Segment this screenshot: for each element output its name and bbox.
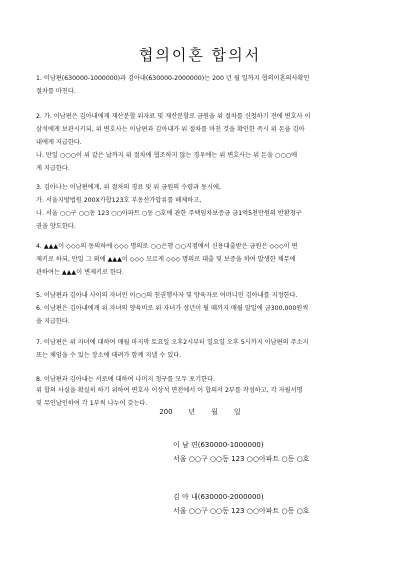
clause-4 (36, 240, 371, 279)
text-line: 4. ▲▲▲이 ◇◇◇의 동의하에 ◇◇◇ 명의로 ○○은행 ○○지점에서 신용대출받은 금원은 ◇◇◇이 변 (36, 243, 298, 250)
text-line: 6. 이남편은 김아내에게 위 자녀의 양육비로 위 자녀가 성년이 될 때까지 매월 말일에 금300,000원씩 (36, 305, 309, 312)
text-line: 제키로 하되, 만일 그 외에 ▲▲▲이 ◇◇◇ 모르게 ◇◇◇ 명의로 대출 및 보증을 하여 발생한 채무에 (36, 256, 296, 263)
clause-7 (36, 336, 371, 362)
text-line: 삼석에게 보관시키되, 위 변호사는 이남편과 김아내가 위 절차를 마친 것을 확인한 즉시 위 돈을 김아 (36, 126, 305, 133)
text-line: 나. 서울 ○○구 ○○동 123 ○○아파트 ○동 ○호에 관한 주택임차보증금 금1억5천만원의 반환청구 (36, 210, 302, 217)
text-line: 8. 이남편과 김아내는 서로에 대하여 나머지 청구를 모두 포기한다. (36, 376, 216, 383)
text-line: 5. 이남편과 김아내 사이의 자녀인 이○○의 친권행사자 및 양육자로 어머니인 김아내를 지정한다. (36, 292, 298, 299)
text-line: 절차를 마친다. (36, 88, 76, 95)
clause-3 (36, 181, 371, 233)
text-line: 7. 이남편은 위 자녀에 대하여 매월 마지막 토요일 오후2시부터 일요일 오후 5시까지 이남편의 주소지 (36, 339, 309, 346)
text-line: 2. 가. 이남편은 김아내에게 재산분할 위자료 및 재산분할로 금원을 위 절차를 신청하기 전에 변호사 이 (36, 113, 311, 120)
text-line: 게 지급한다. (36, 165, 70, 172)
text-line: 3. 김아나는 이남편에게, 위 절차의 경료 및 위 금원의 수령과 동시에, (36, 184, 221, 191)
clause-2 (36, 110, 371, 175)
signatory-name: 김 아 내(630000-2000000) (173, 493, 264, 501)
text-line: 위 합의 사실을 확실히 하기 위하여 변호사 이상석 면전에서 이 합의서 2부를 작성하고, 각 자필서명 (36, 387, 303, 394)
text-line: 가. 서울지방법원 200X카합123호 부동산가압류를 해제하고, (36, 197, 202, 204)
document-title: 협의이혼 합의서 (138, 46, 262, 64)
signatory-address: 서울 ○○구 ○○동 123 ○○아파트 ○동 ○호 (173, 455, 310, 463)
signature-wife (173, 490, 309, 518)
text-line: 1. 이남편(630000-1000000)과 김아내(630000-2000000)는 200 년 월 일까지 협의이혼의사확인 (36, 75, 310, 82)
text-line: 및 무인날인하여 각 1부씩 나누어 갖는다. (36, 400, 148, 407)
text-line: 내에게 지급한다. (36, 139, 82, 146)
text-line: 나. 만일 ○○○이 위 같은 날까지 위 절차에 협조하지 않는 경우에는 위 변호사는 위 돈을 ○○○에 (36, 152, 298, 159)
signing-date: 200 년 월 일 (159, 408, 241, 416)
text-line: 을 지급한다. (36, 318, 70, 325)
text-line: 또는 체임을 수 있는 장소에 데려가 함께 지낼 수 있다. (36, 352, 182, 359)
text-line: 관하여는 ▲▲▲이 변제키로 한다. (36, 269, 124, 276)
clause-5-6 (36, 289, 371, 328)
signature-husband (173, 438, 309, 466)
clause-1 (36, 72, 371, 98)
signatory-name: 이 남 편(630000-1000000) (173, 441, 264, 449)
signatory-address: 서울 ○○구 ○○동 123 ○○아파트 ○동 ○호 (173, 507, 310, 515)
text-line: 권을 양도한다. (36, 223, 76, 230)
